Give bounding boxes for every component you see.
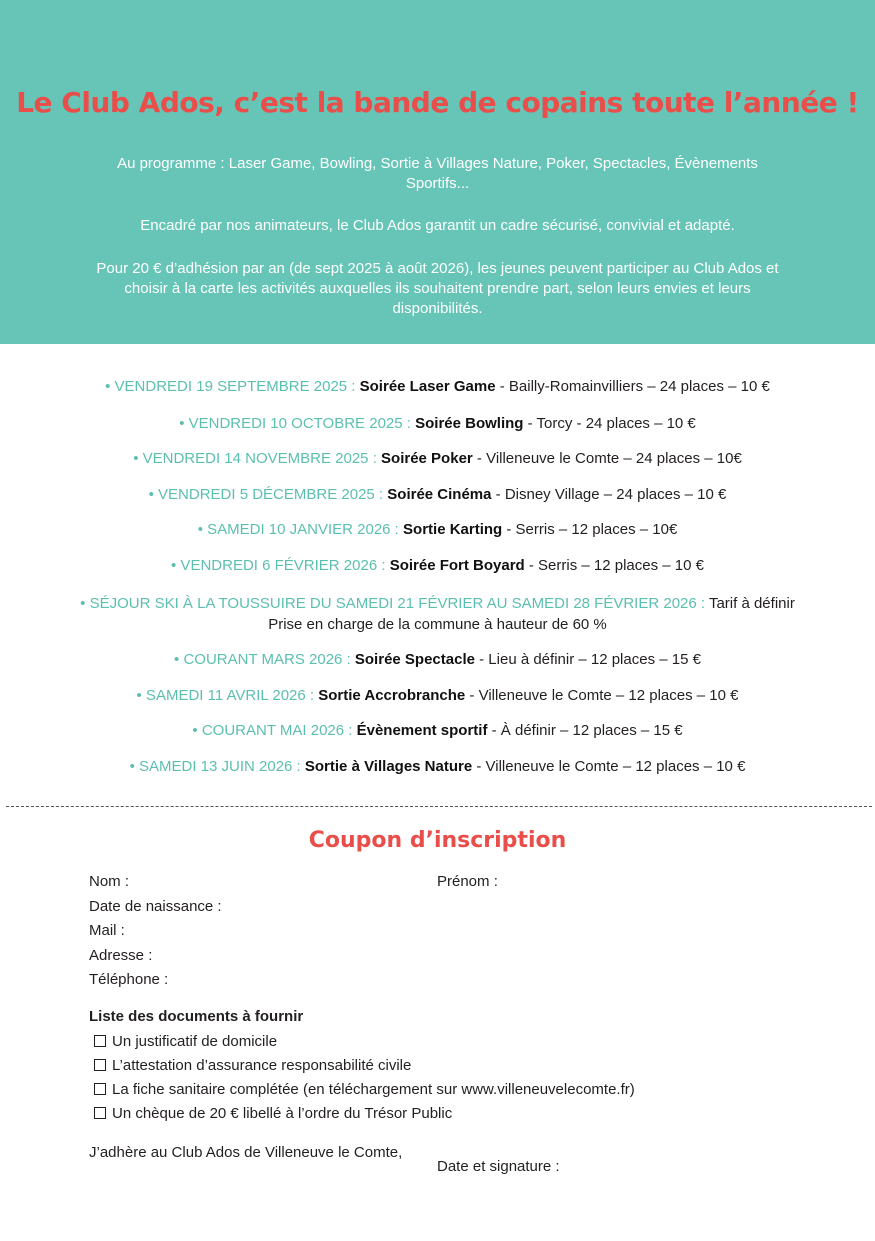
signature-field: Date et signature :	[437, 1158, 560, 1175]
event-item	[0, 376, 875, 397]
event-details: - Disney Village – 24 places – 10 €	[491, 486, 727, 503]
event-details: - Serris – 12 places – 10 €	[524, 557, 704, 574]
event-details: - Bailly-Romainvilliers – 24 places – 10 €	[495, 378, 770, 395]
event-date: • VENDREDI 19 SEPTEMBRE 2025 :	[105, 378, 360, 395]
header-banner	[0, 0, 875, 344]
checkbox-icon	[94, 1083, 106, 1095]
document-item	[94, 1056, 411, 1076]
field-telephone: Téléphone :	[89, 971, 169, 988]
event-date: • COURANT MAI 2026 :	[192, 722, 357, 739]
documents-title: Liste des documents à fournir	[89, 1008, 304, 1025]
event-details: - Torcy - 24 places – 10 €	[523, 415, 696, 432]
event-date: • COURANT MARS 2026 :	[174, 651, 355, 668]
document-label: La fiche sanitaire complétée (en téléchargement sur www.villeneuvelecomte.fr)	[112, 1081, 635, 1098]
event-title: Soirée Bowling	[415, 415, 524, 432]
document-label: L’attestation d’assurance responsabilité civile	[112, 1057, 412, 1074]
event-item	[0, 448, 875, 469]
supervision-text: Encadré par nos animateurs, le Club Ados garantit un cadre sécurisé, convivial et adapté.	[140, 217, 735, 234]
page-title: Le Club Ados, c’est la bande de copains toute l’année !	[16, 86, 859, 119]
checkbox-icon	[94, 1035, 106, 1047]
program-text: Au programme : Laser Game, Bowling, Sortie à Villages Nature, Poker, Spectacles, Évènements Sportifs...	[117, 155, 758, 192]
event-date: • VENDREDI 5 DÉCEMBRE 2025 :	[148, 486, 388, 503]
event-details: - Villeneuve le Comte – 12 places – 10 €	[472, 758, 746, 775]
event-details: - Villeneuve le Comte – 24 places – 10€	[472, 450, 742, 467]
event-details: - Lieu à définir – 12 places – 15 €	[474, 651, 701, 668]
event-details: - Serris – 12 places – 10€	[502, 521, 678, 538]
adhesion-statement: J’adhère au Club Ados de Villeneuve le Comte,	[89, 1144, 403, 1161]
coupon-title: Coupon d’inscription	[308, 828, 567, 853]
event-title: Soirée Cinéma	[387, 486, 492, 503]
event-details: - À définir – 12 places – 15 €	[487, 722, 683, 739]
cut-line-divider	[6, 806, 872, 807]
event-title: Sortie Accrobranche	[318, 687, 466, 704]
event-title: Sortie Karting	[403, 521, 503, 538]
event-title: Sortie à Villages Nature	[304, 758, 473, 775]
event-title: Soirée Laser Game	[359, 378, 496, 395]
document-item	[94, 1080, 635, 1100]
event-date: • VENDREDI 6 FÉVRIER 2026 :	[171, 557, 390, 574]
field-nom: Nom :	[89, 873, 130, 890]
event-date: • VENDREDI 14 NOVEMBRE 2025 :	[133, 450, 382, 467]
event-details: Tarif à définir	[708, 595, 795, 612]
event-item	[0, 756, 875, 777]
checkbox-icon	[94, 1107, 106, 1119]
event-item	[0, 649, 875, 670]
event-note: Prise en charge de la commune à hauteur de 60 %	[268, 616, 607, 633]
event-details: - Villeneuve le Comte – 12 places – 10 €	[465, 687, 739, 704]
event-item	[0, 720, 875, 741]
document-label: Un justificatif de domicile	[112, 1033, 278, 1050]
event-date: • SAMEDI 10 JANVIER 2026 :	[197, 521, 404, 538]
event-date: • SAMEDI 13 JUIN 2026 :	[129, 758, 305, 775]
document-item	[94, 1032, 277, 1052]
event-date: • SAMEDI 11 AVRIL 2026 :	[136, 687, 319, 704]
document-label: Un chèque de 20 € libellé à l’ordre du Trésor Public	[112, 1105, 453, 1122]
event-item	[0, 519, 875, 540]
field-date-naissance: Date de naissance :	[89, 898, 222, 915]
membership-text: Pour 20 € d’adhésion par an (de sept 2025 à août 2026), les jeunes peuvent participer au Club Ados et choisir à la carte les activités auxquelles ils souhaitent prendre part, selon leurs envies et leurs disponibilités.	[96, 260, 779, 317]
event-date: • VENDREDI 10 OCTOBRE 2025 :	[179, 415, 416, 432]
field-prenom: Prénom :	[437, 873, 498, 890]
document-item	[94, 1104, 452, 1124]
event-title: Soirée Spectacle	[354, 651, 475, 668]
event-title: Soirée Fort Boyard	[389, 557, 525, 574]
event-item	[0, 685, 875, 706]
field-mail: Mail :	[89, 922, 125, 939]
checkbox-icon	[94, 1059, 106, 1071]
event-item	[0, 555, 875, 576]
event-date: • SÉJOUR SKI À LA TOUSSUIRE DU SAMEDI 21 FÉVRIER AU SAMEDI 28 FÉVRIER 2026 :	[80, 595, 709, 612]
event-title: Soirée Poker	[381, 450, 473, 467]
field-adresse: Adresse :	[89, 947, 153, 964]
event-item	[0, 593, 875, 635]
event-item	[0, 413, 875, 434]
event-item	[0, 484, 875, 505]
event-title: Évènement sportif	[356, 722, 488, 739]
